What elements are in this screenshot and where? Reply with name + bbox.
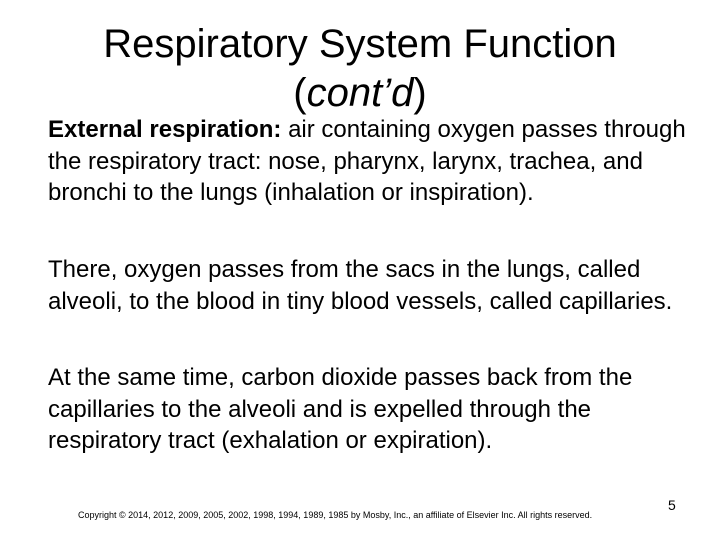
term-external-respiration: External respiration: [48, 116, 282, 143]
paragraph-external-respiration [48, 114, 688, 209]
page-number: 5 [668, 497, 676, 513]
title-open-paren: ( [293, 71, 307, 115]
title-contd: cont’d [306, 71, 414, 115]
paragraph-alveoli: There, oxygen passes from the sacs in the lungs, called alveoli, to the blood in tiny blood vessels, called capillaries. [48, 256, 673, 315]
title-close-paren: ) [413, 71, 427, 115]
paragraph-external-respiration-text: air containing oxygen passes through the respiratory tract: nose, pharynx, larynx, trachea, and bronchi to the lungs (inhalation or inspiration). [48, 116, 686, 206]
slide-title: Respiratory System Function [103, 22, 617, 66]
slide-title-continued [40, 71, 680, 115]
paragraph-carbon-dioxide: At the same time, carbon dioxide passes back from the capillaries to the alveoli and is expelled through the respiratory tract (exhalation or expiration). [48, 364, 633, 454]
copyright-notice: Copyright © 2014, 2012, 2009, 2005, 2002, 1998, 1994, 1989, 1985 by Mosby, Inc., an affiliate of Elsevier Inc. All rights reserved. [78, 510, 593, 520]
